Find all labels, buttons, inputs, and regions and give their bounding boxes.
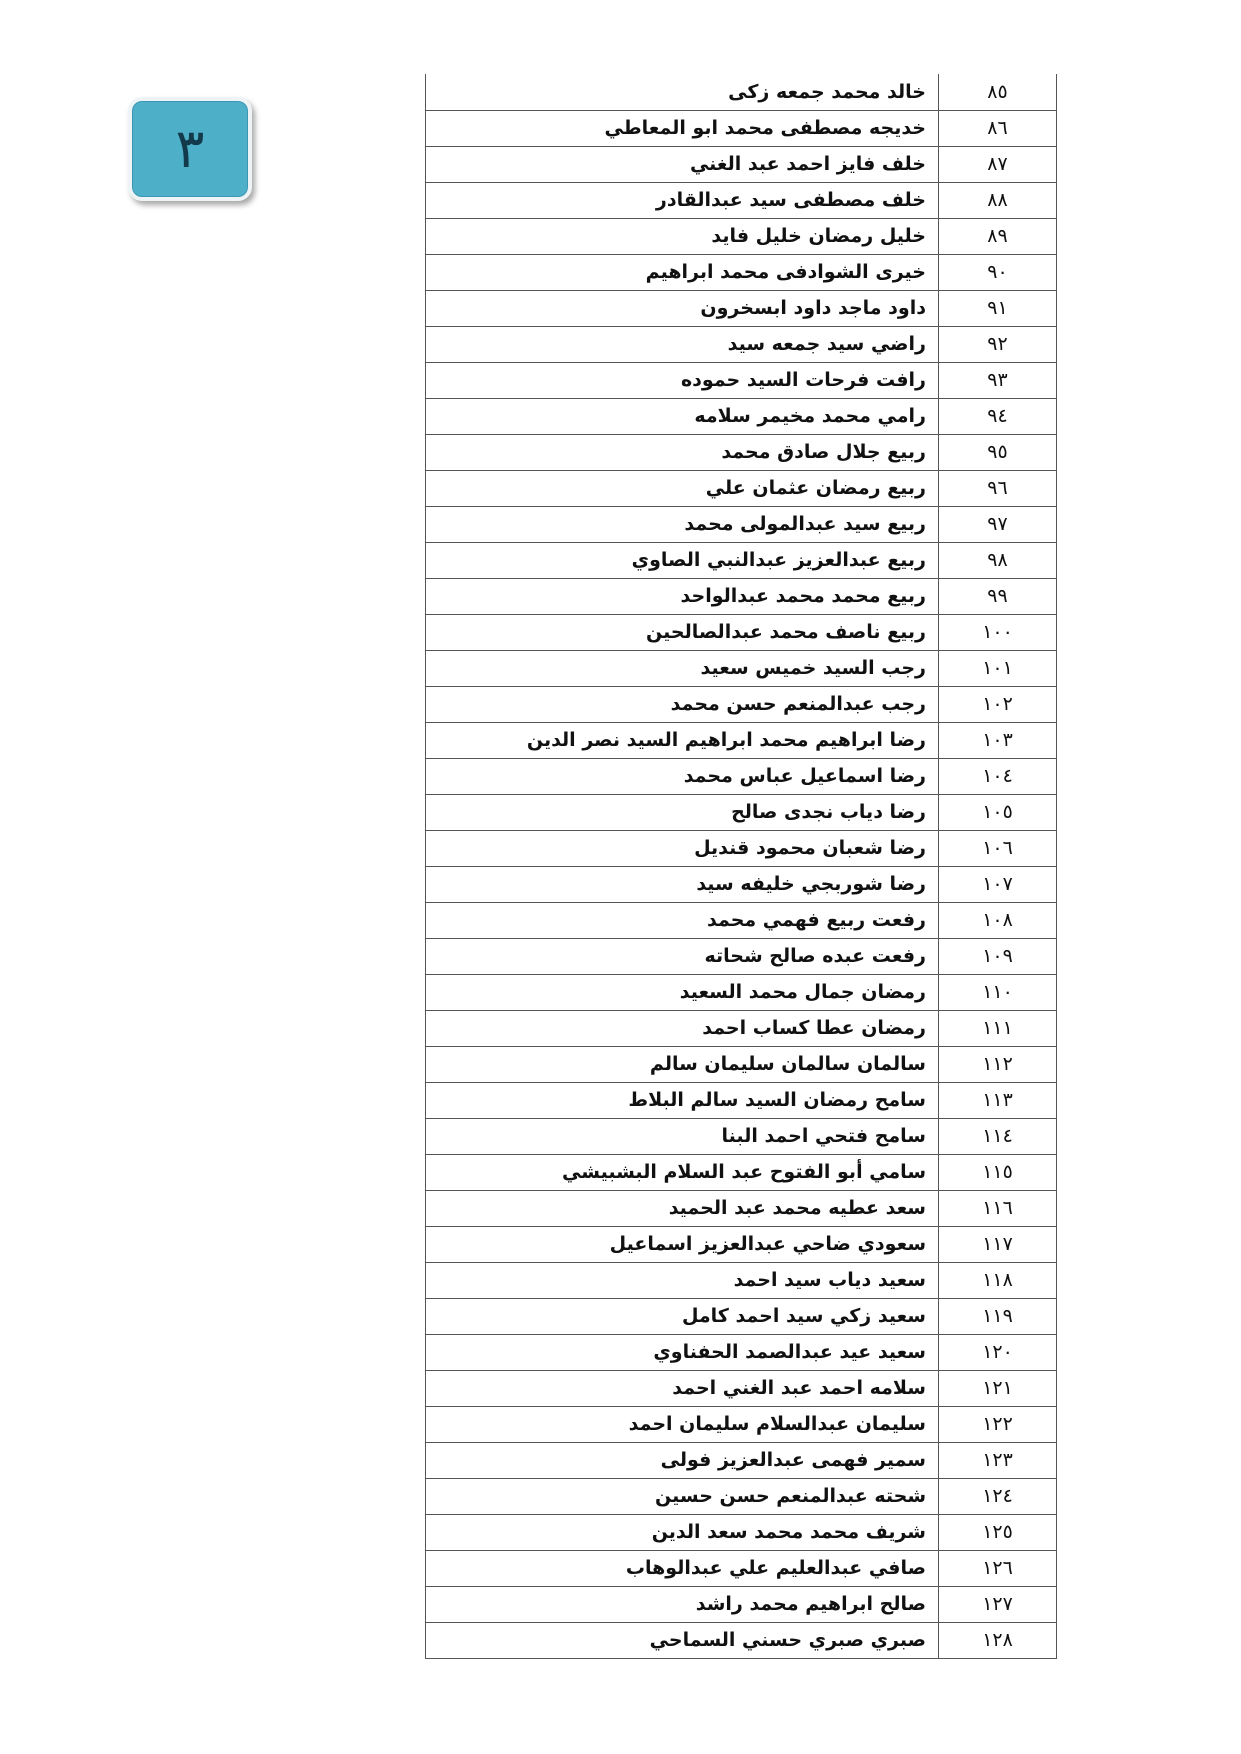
- page-number-badge: [128, 97, 252, 201]
- table-row: [426, 578, 1057, 614]
- row-number: ١١٥: [939, 1154, 1057, 1190]
- row-number: ١١٩: [939, 1298, 1057, 1334]
- row-number: ١٢٦: [939, 1550, 1057, 1586]
- table-row: [426, 326, 1057, 362]
- row-number: ١١١: [939, 1010, 1057, 1046]
- row-number: ١٢٨: [939, 1622, 1057, 1658]
- row-number: ١١٠: [939, 974, 1057, 1010]
- row-number: ١١٦: [939, 1190, 1057, 1226]
- row-name: ربيع رمضان عثمان علي: [426, 470, 939, 506]
- row-number: ٨٦: [939, 110, 1057, 146]
- table-row: [426, 290, 1057, 326]
- row-name: سعد عطيه محمد عبد الحميد: [426, 1190, 939, 1226]
- row-number: ٨٥: [939, 74, 1057, 110]
- table-row: [426, 1262, 1057, 1298]
- row-number: ١٢٤: [939, 1478, 1057, 1514]
- row-number: ١١٢: [939, 1046, 1057, 1082]
- row-number: ١٢٠: [939, 1334, 1057, 1370]
- row-name: خديجه مصطفى محمد ابو المعاطي: [426, 110, 939, 146]
- table-row: [426, 938, 1057, 974]
- row-name: خلف مصطفى سيد عبدالقادر: [426, 182, 939, 218]
- row-name: سعيد زكي سيد احمد كامل: [426, 1298, 939, 1334]
- table-row: [426, 542, 1057, 578]
- table-row: [426, 470, 1057, 506]
- table-row: [426, 1154, 1057, 1190]
- page-number: ٣: [175, 117, 205, 180]
- table-row: [426, 1622, 1057, 1658]
- row-number: ١٢٢: [939, 1406, 1057, 1442]
- row-name: رضا شوربجي خليفه سيد: [426, 866, 939, 902]
- row-number: ٩٠: [939, 254, 1057, 290]
- row-number: ١١٤: [939, 1118, 1057, 1154]
- table-row: [426, 1334, 1057, 1370]
- table-row: [426, 1118, 1057, 1154]
- row-name: خيرى الشوادفى محمد ابراهيم: [426, 254, 939, 290]
- row-name: رضا اسماعيل عباس محمد: [426, 758, 939, 794]
- row-number: ١٠٧: [939, 866, 1057, 902]
- row-name: صبري صبري حسني السماحي: [426, 1622, 939, 1658]
- table-row: [426, 1370, 1057, 1406]
- row-name: خلف فايز احمد عبد الغني: [426, 146, 939, 182]
- row-number: ٨٩: [939, 218, 1057, 254]
- row-name: صافي عبدالعليم علي عبدالوهاب: [426, 1550, 939, 1586]
- row-name: سعودي ضاحي عبدالعزيز اسماعيل: [426, 1226, 939, 1262]
- table-row: [426, 1010, 1057, 1046]
- row-name: رمضان عطا كساب احمد: [426, 1010, 939, 1046]
- row-name: رضا دياب نجدى صالح: [426, 794, 939, 830]
- row-number: ٩٤: [939, 398, 1057, 434]
- row-name: رافت فرحات السيد حموده: [426, 362, 939, 398]
- table-row: [426, 362, 1057, 398]
- row-name: رضا شعبان محمود قنديل: [426, 830, 939, 866]
- table-row: [426, 398, 1057, 434]
- row-number: ٩١: [939, 290, 1057, 326]
- table-row: [426, 1442, 1057, 1478]
- row-name: سامح رمضان السيد سالم البلاط: [426, 1082, 939, 1118]
- row-number: ٩٨: [939, 542, 1057, 578]
- table-row: [426, 1550, 1057, 1586]
- row-name: رمضان جمال محمد السعيد: [426, 974, 939, 1010]
- row-name: راضي سيد جمعه سيد: [426, 326, 939, 362]
- row-number: ٩٥: [939, 434, 1057, 470]
- table-row: [426, 1190, 1057, 1226]
- row-name: سعيد دياب سيد احمد: [426, 1262, 939, 1298]
- row-name: سامح فتحي احمد البنا: [426, 1118, 939, 1154]
- row-name: شحته عبدالمنعم حسن حسين: [426, 1478, 939, 1514]
- row-name: داود ماجد داود ابسخرون: [426, 290, 939, 326]
- row-name: سالمان سالمان سليمان سالم: [426, 1046, 939, 1082]
- row-number: ١٠٨: [939, 902, 1057, 938]
- row-number: ٨٧: [939, 146, 1057, 182]
- row-number: ١١٧: [939, 1226, 1057, 1262]
- row-name: شريف محمد محمد سعد الدين: [426, 1514, 939, 1550]
- table-row: [426, 74, 1057, 110]
- row-number: ٩٦: [939, 470, 1057, 506]
- row-number: ١٠٥: [939, 794, 1057, 830]
- table-row: [426, 146, 1057, 182]
- row-number: ٩٧: [939, 506, 1057, 542]
- row-name: سامي أبو الفتوح عبد السلام البشبيشي: [426, 1154, 939, 1190]
- row-name: سعيد عيد عبدالصمد الحفناوي: [426, 1334, 939, 1370]
- table-row: [426, 650, 1057, 686]
- table-row: [426, 1082, 1057, 1118]
- table-row: [426, 758, 1057, 794]
- table-row: [426, 866, 1057, 902]
- row-number: ١٢٣: [939, 1442, 1057, 1478]
- table-row: [426, 110, 1057, 146]
- row-name: رفعت عبده صالح شحاته: [426, 938, 939, 974]
- row-name: خالد محمد جمعه زكى: [426, 74, 939, 110]
- row-name: صالح ابراهيم محمد راشد: [426, 1586, 939, 1622]
- row-number: ١٢١: [939, 1370, 1057, 1406]
- row-name: ربيع ناصف محمد عبدالصالحين: [426, 614, 939, 650]
- row-number: ١٢٥: [939, 1514, 1057, 1550]
- row-number: ١٢٧: [939, 1586, 1057, 1622]
- row-number: ٩٢: [939, 326, 1057, 362]
- row-name: ربيع جلال صادق محمد: [426, 434, 939, 470]
- table-row: [426, 218, 1057, 254]
- row-name: ربيع عبدالعزيز عبدالنبي الصاوي: [426, 542, 939, 578]
- table-row: [426, 974, 1057, 1010]
- row-number: ١٠٦: [939, 830, 1057, 866]
- table-row: [426, 686, 1057, 722]
- table-row: [426, 1406, 1057, 1442]
- row-name: سمير فهمى عبدالعزيز فولى: [426, 1442, 939, 1478]
- row-name: ربيع سيد عبدالمولى محمد: [426, 506, 939, 542]
- table-row: [426, 254, 1057, 290]
- table-row: [426, 1478, 1057, 1514]
- table-row: [426, 434, 1057, 470]
- row-number: ٨٨: [939, 182, 1057, 218]
- row-name: سليمان عبدالسلام سليمان احمد: [426, 1406, 939, 1442]
- row-number: ١٠٠: [939, 614, 1057, 650]
- table-row: [426, 182, 1057, 218]
- row-number: ١٠٤: [939, 758, 1057, 794]
- row-number: ١١٣: [939, 1082, 1057, 1118]
- table-row: [426, 794, 1057, 830]
- table-row: [426, 1514, 1057, 1550]
- table-row: [426, 1586, 1057, 1622]
- table-row: [426, 614, 1057, 650]
- row-number: ١٠٣: [939, 722, 1057, 758]
- table-row: [426, 1226, 1057, 1262]
- table-row: [426, 722, 1057, 758]
- row-name: رفعت ربيع فهمي محمد: [426, 902, 939, 938]
- row-number: ١٠١: [939, 650, 1057, 686]
- table-row: [426, 506, 1057, 542]
- row-name: رضا ابراهيم محمد ابراهيم السيد نصر الدين: [426, 722, 939, 758]
- row-number: ١١٨: [939, 1262, 1057, 1298]
- row-number: ١٠٢: [939, 686, 1057, 722]
- row-number: ٩٩: [939, 578, 1057, 614]
- row-name: رجب السيد خميس سعيد: [426, 650, 939, 686]
- row-name: رجب عبدالمنعم حسن محمد: [426, 686, 939, 722]
- table-row: [426, 902, 1057, 938]
- row-name: ربيع محمد محمد عبدالواحد: [426, 578, 939, 614]
- table-row: [426, 1298, 1057, 1334]
- table-row: [426, 1046, 1057, 1082]
- row-number: ١٠٩: [939, 938, 1057, 974]
- table-row: [426, 830, 1057, 866]
- names-table: [425, 74, 1057, 1659]
- row-name: سلامه احمد عبد الغني احمد: [426, 1370, 939, 1406]
- row-number: ٩٣: [939, 362, 1057, 398]
- row-name: رامي محمد مخيمر سلامه: [426, 398, 939, 434]
- row-name: خليل رمضان خليل فايد: [426, 218, 939, 254]
